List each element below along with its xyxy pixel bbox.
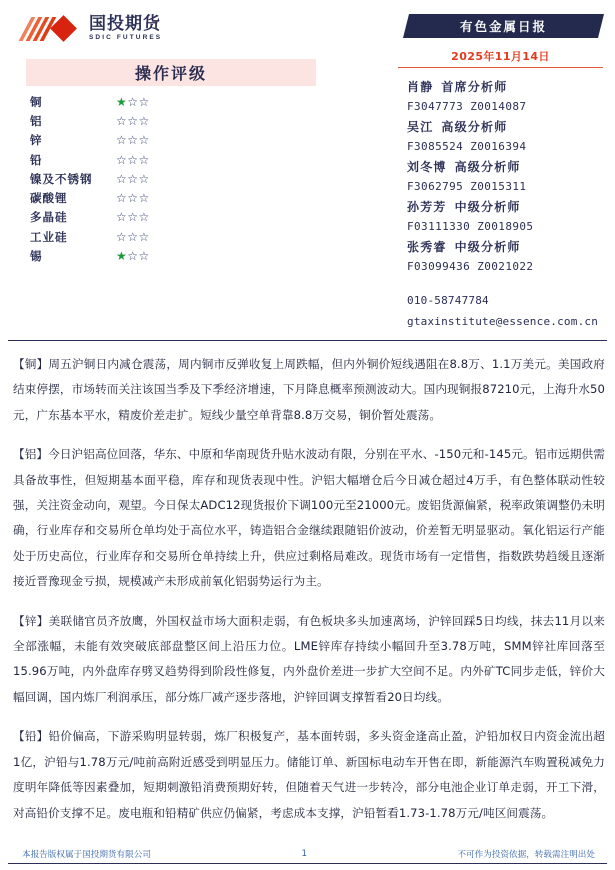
contact-phone: 010-58747784 (407, 294, 489, 307)
star-empty-icon: ☆ (127, 94, 139, 109)
rating-row (30, 92, 320, 111)
star-empty-icon: ☆ (127, 152, 139, 167)
footer-divider (8, 863, 607, 864)
footer-row (0, 848, 615, 860)
analyst-name-title (407, 118, 610, 137)
star-empty-icon: ☆ (116, 133, 128, 148)
star-empty-icon: ☆ (116, 113, 128, 128)
analyst-license-codes: F03111330 Z0018905 (407, 220, 534, 233)
star-empty-icon: ☆ (116, 229, 128, 244)
report-title: 有色金属日报 (459, 19, 547, 34)
rating-metal-name: 锡 (30, 249, 43, 264)
rating-metal-name: 铅 (30, 152, 43, 167)
analyst-list (407, 78, 610, 276)
star-filled-icon: ★ (116, 249, 128, 264)
logo-chinese-name: 国投期货 (89, 14, 161, 35)
article-paragraph: 【锌】美联储官员齐放鹰，外国权益市场大面积走弱，有色板块多头加速离场，沪锌回踩5日均线，抹去11月以来全部涨幅，未能有效突破底部盘整区间上沿压力位。LME锌库存持续小幅回升至3.78万吨，SMM锌社库回落至15.96万吨，内外盘库存劈叉趋势得到阶段性修复，内外盘价差进一步扩大空间不足。内外矿TC同步走低，锌价大幅回调，国内炼厂利润承压，部分炼厂减产逐步落地，沪锌回调支撑暂看20日均线。 (13, 613, 605, 704)
analyst-name-title (407, 158, 610, 177)
star-empty-icon: ☆ (138, 171, 150, 186)
star-empty-icon: ☆ (116, 191, 128, 206)
report-title-banner (403, 14, 604, 38)
rating-row (30, 150, 320, 169)
star-empty-icon: ☆ (127, 191, 139, 206)
analyst-name-title (407, 78, 610, 97)
report-meta-column (398, 14, 610, 332)
analyst-name: 孙芳芳 (407, 200, 447, 214)
analyst-title: 中级分析师 (454, 240, 521, 254)
logo-text (89, 16, 162, 42)
analyst-license-codes: F3062795 Z0015311 (407, 180, 527, 193)
rating-stars (116, 133, 150, 147)
article-paragraph: 【铅】铅价偏高，下游采购明显转弱，炼厂积极复产，基本面转弱，多头资金逢高止盈，沪铅加权日内资金流出超1亿，沪铅与1.78万元/吨前高附近感受到明显压力。储能订单、新国标电动车开售在即，新能源汽车购置税减免力度明年降低等因素叠加，短期刺激铅消费预期好转，但随着天气进一步转冷，部分电池企业订单走弱，开工下滑，对高铅价支撑不足。废电瓶和铅精矿供应仍偏紧，考虑成本支撑，沪铅暂看1.73-1.78万元/吨区间震荡。 (13, 729, 605, 820)
article-body (13, 352, 605, 840)
star-empty-icon: ☆ (127, 171, 139, 186)
analyst-title: 高级分析师 (454, 160, 521, 174)
rating-row (30, 246, 320, 265)
sdic-diamond-logo-icon (24, 16, 84, 42)
star-empty-icon: ☆ (116, 152, 128, 167)
rating-metal-name: 工业硅 (30, 229, 68, 244)
analyst-name-title (407, 238, 610, 257)
analyst-name: 吴江 (407, 120, 434, 134)
rating-stars (116, 249, 150, 263)
star-empty-icon: ☆ (127, 210, 139, 225)
rating-metal-name: 锌 (30, 133, 43, 148)
analyst-license-codes: F3085524 Z0016394 (407, 140, 527, 153)
footer-copyright: 本报告版权属于国投期货有限公司 (22, 850, 151, 860)
rating-metal-name: 铝 (30, 113, 43, 128)
article-paragraph: 【铝】今日沪铝高位回落，华东、中原和华南现货升贴水波动有限，分别在平水、-150元和-145元。铝市远期供需具备故事性，但短期基本面平稳，库存和现货表现中性。沪铝大幅增仓后今日减仓超过4万手，有色整体联动性较强，关注资金动向，观望。今日保太ADC12现货报价下调100元至21000元。废铝货源偏紧，税率政策调整仍未明确，行业库存和交易所仓单均处于高位水平，铸造铝合金继续跟随铝价波动，价差暂无明显驱动。氧化铝运行产能处于历史高位，行业库存和交易所仓单持续上升，供应过剩格局难改。现货市场有一定惜售，指数跌势趋缓且逐渐接近晋豫现金亏损，规模减产未形成前氧化铝弱势运行为主。 (13, 447, 605, 589)
star-empty-icon: ☆ (127, 133, 139, 148)
star-empty-icon: ☆ (116, 210, 128, 225)
rating-stars (116, 191, 150, 205)
analyst-entry (407, 158, 610, 196)
rating-metal-name: 多晶硅 (30, 210, 68, 225)
report-date: 2025年11月14日 (451, 50, 550, 63)
analyst-title: 中级分析师 (454, 200, 521, 214)
analyst-title: 首席分析师 (441, 80, 508, 94)
rating-row (30, 227, 320, 246)
footer-disclaimer: 不可作为投资依据，转载需注明出处 (457, 850, 595, 860)
analyst-license-codes: F03099436 Z0021022 (407, 260, 534, 273)
analyst-entry (407, 198, 610, 236)
rating-stars (116, 172, 150, 186)
star-empty-icon: ☆ (127, 249, 139, 264)
rating-row (30, 208, 320, 227)
star-empty-icon: ☆ (138, 210, 150, 225)
star-empty-icon: ☆ (127, 113, 139, 128)
rating-panel-banner (26, 59, 316, 86)
rating-panel-title: 操作评级 (134, 64, 207, 83)
company-logo (24, 16, 162, 42)
contact-block (407, 290, 610, 332)
contact-email[interactable]: gtaxinstitute@essence.com.cn (407, 315, 599, 328)
star-empty-icon: ☆ (127, 229, 139, 244)
analyst-name: 刘冬博 (407, 160, 447, 174)
rating-stars (116, 153, 150, 167)
star-empty-icon: ☆ (138, 113, 150, 128)
rating-row (30, 111, 320, 130)
ratings-table (30, 92, 320, 266)
rating-metal-name: 镍及不锈钢 (30, 171, 93, 186)
analyst-entry (407, 78, 610, 116)
rating-metal-name: 碳酸锂 (30, 191, 68, 206)
footer-page-number: 1 (301, 849, 307, 859)
report-header (0, 0, 615, 340)
rating-stars (116, 114, 150, 128)
star-empty-icon: ☆ (138, 94, 150, 109)
analyst-name: 张秀睿 (407, 240, 447, 254)
page-footer (0, 848, 615, 864)
rating-row (30, 188, 320, 207)
analyst-title: 高级分析师 (441, 120, 508, 134)
rating-stars (116, 210, 150, 224)
rating-row (30, 131, 320, 150)
analyst-entry (407, 118, 610, 156)
rating-row (30, 169, 320, 188)
logo-english-name: SDIC FUTURES (89, 34, 163, 42)
report-date-wrap (398, 45, 603, 68)
star-empty-icon: ☆ (138, 249, 150, 264)
article-paragraph: 【铜】周五沪铜日内减仓震荡，周内铜市反弹收复上周跌幅，但内外铜价短线遇阻在8.8万、1.1万美元。美国政府结束停摆，市场转而关注该国当季及下季经济增速，下月降息概率预测波动大。国内现铜报87210元，上海升水50元，广东基本平水，精废价差走扩。短线少量空单背靠8.8万交易，铜价暂处震荡。 (13, 357, 605, 422)
analyst-license-codes: F3047773 Z0014087 (407, 100, 527, 113)
analyst-name: 肖静 (407, 80, 434, 94)
star-empty-icon: ☆ (138, 133, 150, 148)
rating-metal-name: 铜 (30, 94, 43, 109)
rating-stars (116, 230, 150, 244)
star-empty-icon: ☆ (138, 191, 150, 206)
star-empty-icon: ☆ (138, 152, 150, 167)
star-filled-icon: ★ (116, 94, 128, 109)
header-divider (8, 340, 607, 341)
rating-stars (116, 95, 150, 109)
analyst-entry (407, 238, 610, 276)
analyst-name-title (407, 198, 610, 217)
star-empty-icon: ☆ (116, 171, 128, 186)
star-empty-icon: ☆ (138, 229, 150, 244)
